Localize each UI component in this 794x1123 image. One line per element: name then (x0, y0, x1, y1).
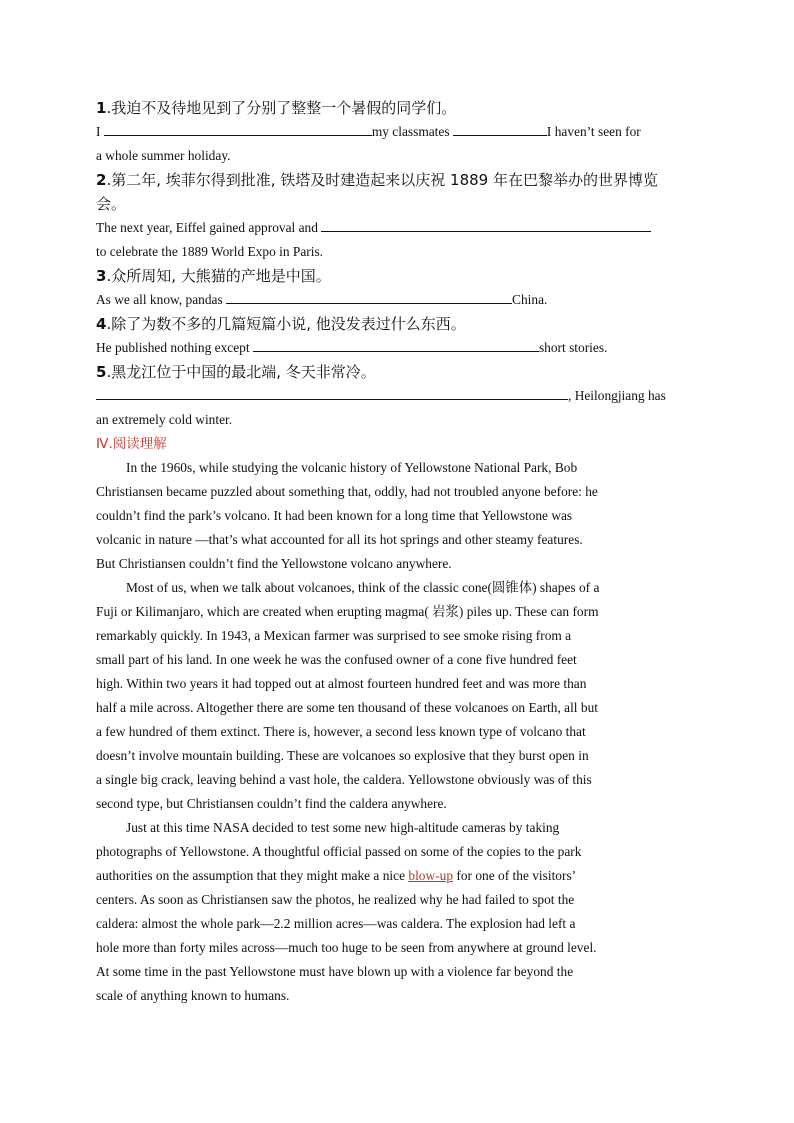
answer-blank[interactable] (453, 121, 547, 136)
question-number: 3 (96, 267, 107, 285)
passage-line: a few hundred of them extinct. There is, however, a second less known type of volcano that (96, 724, 586, 739)
section-heading-reading: Ⅳ.阅读理解 (96, 436, 167, 452)
question-1-continuation: a whole summer holiday. (96, 148, 231, 163)
answer-text: As we all know, pandas (96, 292, 223, 307)
question-5-prompt (96, 360, 700, 384)
passage-text: authorities on the assumption that they might make a nice (96, 868, 409, 883)
answer-text: He published nothing except (96, 340, 250, 355)
question-2-continuation: to celebrate the 1889 World Expo in Paris. (96, 244, 324, 259)
passage-text: for one of the visitors’ (453, 868, 577, 883)
answer-text: The next year, Eiffel gained approval and (96, 220, 318, 235)
question-text: .黑龙江位于中国的最北端, 冬天非常冷。 (106, 363, 376, 381)
question-2-answer-line (96, 216, 700, 240)
answer-text: my classmates (371, 124, 450, 139)
passage-line: centers. As soon as Christiansen saw the photos, he realized why he had failed to spot the (96, 892, 575, 907)
answer-text: I (96, 124, 101, 139)
question-number: 1 (96, 99, 107, 117)
question-5-answer-line (96, 384, 700, 408)
passage-line: couldn’t find the park’s volcano. It had been known for a long time that Yellowstone was (96, 508, 573, 523)
passage-line: small part of his land. In one week he was the confused owner of a cone five hundred feet (96, 652, 577, 667)
answer-blank[interactable] (226, 289, 512, 304)
passage-line: Fuji or Kilimanjaro, which are created when erupting magma( 岩浆) piles up. These can form (96, 604, 599, 619)
question-2-prompt (96, 168, 700, 192)
passage-line: Christiansen became puzzled about something that, oddly, had not troubled anyone before: he (96, 484, 598, 499)
question-1-answer-line (96, 120, 700, 144)
question-5-continuation: an extremely cold winter. (96, 412, 233, 427)
passage-line: photographs of Yellowstone. A thoughtful official passed on some of the copies to the park (96, 844, 582, 859)
passage-paragraph-1 (96, 456, 700, 576)
passage-line: caldera: almost the whole park—2.2 million acres—was caldera. The explosion had left a (96, 916, 576, 931)
passage-line: a single big crack, leaving behind a vast hole, the caldera. Yellowstone obviously was of this (96, 772, 592, 787)
question-3-prompt (96, 264, 700, 288)
passage-line: high. Within two years it had topped out at almost fourteen hundred feet and was more than (96, 676, 587, 691)
question-3-answer-line (96, 288, 700, 312)
passage-line: half a mile across. Altogether there are some ten thousand of these volcanoes on Earth, all but (96, 700, 598, 715)
passage-line: hole more than forty miles across—much too huge to be seen from anywhere at ground level. (96, 940, 597, 955)
passage-line: Just at this time NASA decided to test some new high-altitude cameras by taking (126, 820, 560, 835)
answer-blank[interactable] (253, 337, 539, 352)
passage-line: scale of anything known to humans. (96, 988, 290, 1003)
passage-paragraph-2 (96, 576, 700, 816)
passage-line: Most of us, when we talk about volcanoes, think of the classic cone(圆锥体) shapes of a (126, 580, 600, 595)
answer-blank[interactable] (104, 121, 372, 136)
blow-up-link[interactable]: blow-up (408, 868, 454, 883)
passage-line: remarkably quickly. In 1943, a Mexican farmer was surprised to see smoke rising from a (96, 628, 572, 643)
question-4-answer-line (96, 336, 700, 360)
passage-line: At some time in the past Yellowstone must have blown up with a violence far beyond the (96, 964, 574, 979)
question-4-prompt (96, 312, 700, 336)
answer-text: I haven’t seen for (546, 124, 641, 139)
answer-text: China. (512, 292, 548, 307)
worksheet-page (96, 96, 700, 1008)
question-2-prompt-cont: 会。 (96, 195, 127, 213)
passage-line: volcanic in nature —that’s what accounted for all its hot springs and other steamy features. (96, 532, 583, 547)
passage-line: In the 1960s, while studying the volcanic history of Yellowstone National Park, Bob (126, 460, 578, 475)
passage-line: doesn’t involve mountain building. These are volcanoes so explosive that they burst open in (96, 748, 589, 763)
passage-line: But Christiansen couldn’t find the Yellowstone volcano anywhere. (96, 556, 452, 571)
answer-text: short stories. (538, 340, 608, 355)
question-text: .第二年, 埃菲尔得到批准, 铁塔及时建造起来以庆祝 1889 年在巴黎举办的世界博览 (106, 171, 658, 189)
answer-text: , Heilongjiang has (568, 388, 666, 403)
answer-blank[interactable] (321, 217, 651, 232)
question-number: 2 (96, 171, 107, 189)
passage-line: second type, but Christiansen couldn’t find the caldera anywhere. (96, 796, 447, 811)
question-1-prompt (96, 96, 700, 120)
question-number: 4 (96, 315, 107, 333)
question-text: .众所周知, 大熊猫的产地是中国。 (106, 267, 331, 285)
passage-line (96, 864, 700, 888)
answer-blank[interactable] (96, 385, 568, 400)
question-number: 5 (96, 363, 107, 381)
passage-paragraph-3 (96, 816, 700, 1008)
question-text: .我迫不及待地见到了分别了整整一个暑假的同学们。 (106, 99, 457, 117)
question-text: .除了为数不多的几篇短篇小说, 他没发表过什么东西。 (106, 315, 466, 333)
